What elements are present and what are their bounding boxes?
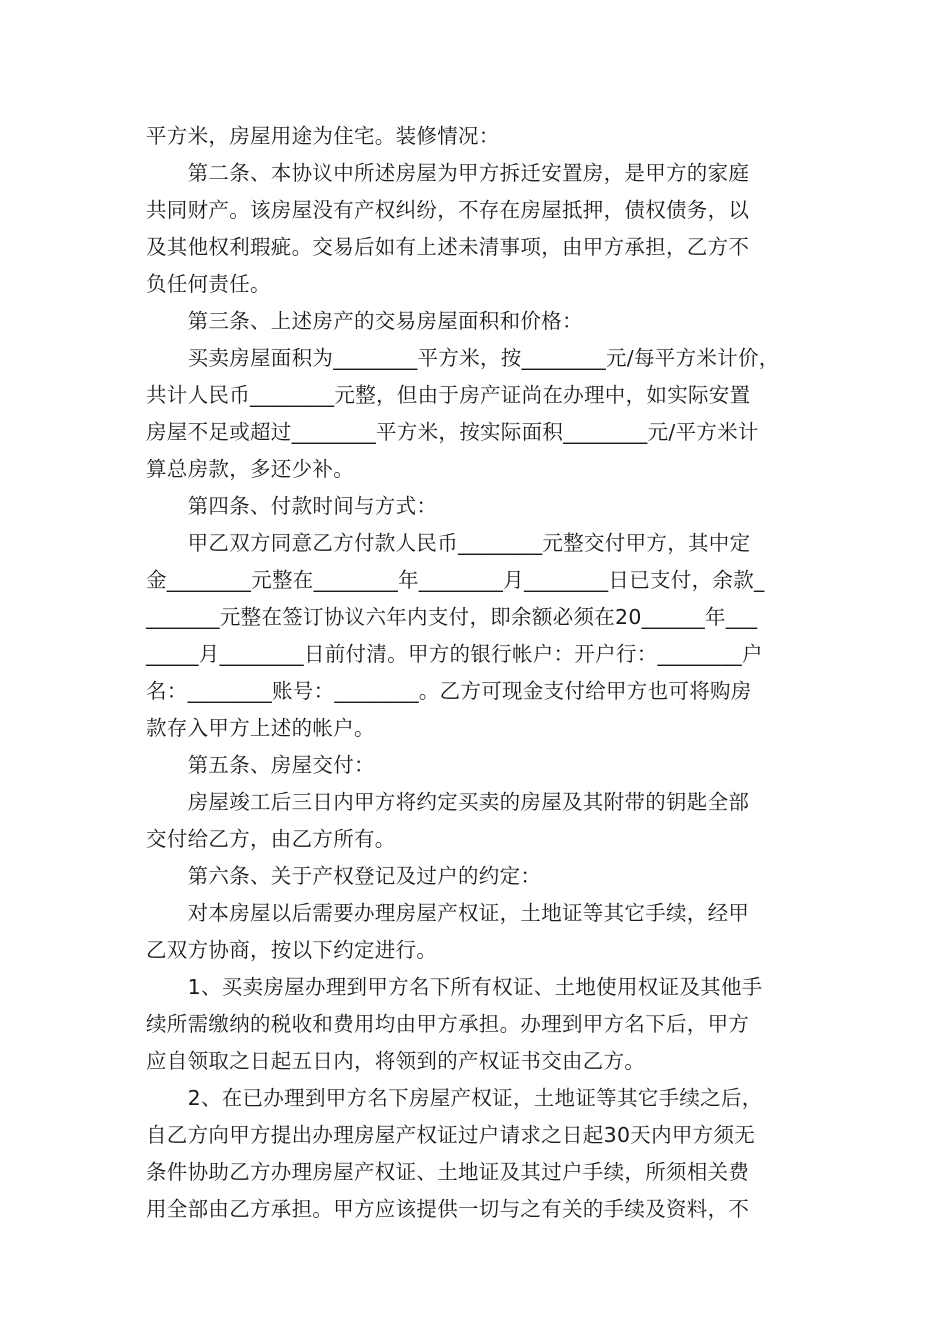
- text-line: _______元整在签订协议六年内支付，即余额必须在20______年___: [146, 605, 758, 629]
- text-line: 款存入甲方上述的帐户。: [146, 716, 375, 740]
- text-line: 金________元整在________年________月________日已支付，余款_: [146, 568, 765, 592]
- text-line: 买卖房屋面积为________平方米，按________元/每平方米计价，: [146, 346, 780, 370]
- text-line: 及其他权利瑕疵。交易后如有上述未清事项，由甲方承担，乙方不: [146, 235, 750, 259]
- text-line: 第四条、付款时间与方式：: [146, 494, 438, 518]
- text-line: 应自领取之日起五日内，将领到的产权证书交由乙方。: [146, 1049, 646, 1073]
- text-line: 共同财产。该房屋没有产权纠纷，不存在房屋抵押，债权债务，以: [146, 198, 750, 222]
- text-line: 第六条、关于产权登记及过户的约定：: [146, 864, 542, 888]
- text-line: 1、买卖房屋办理到甲方名下所有权证、土地使用权证及其他手: [146, 975, 763, 999]
- contract-body-text: [146, 118, 808, 1228]
- text-line: 续所需缴纳的税收和费用均由甲方承担。办理到甲方名下后，甲方: [146, 1012, 750, 1036]
- text-line: 共计人民币________元整，但由于房产证尚在办理中，如实际安置: [146, 383, 751, 407]
- text-line: 甲乙双方同意乙方付款人民币________元整交付甲方，其中定: [146, 531, 751, 555]
- text-line: 名：________账号：________。乙方可现金支付给甲方也可将购房: [146, 679, 752, 703]
- text-line: 条件协助乙方办理房屋产权证、土地证及其过户手续，所须相关费: [146, 1160, 750, 1184]
- text-line: 自乙方向甲方提出办理房屋产权证过户请求之日起30天内甲方须无: [146, 1123, 756, 1147]
- text-line: 负任何责任。: [146, 272, 271, 296]
- text-line: 用全部由乙方承担。甲方应该提供一切与之有关的手续及资料，不: [146, 1197, 750, 1221]
- text-line: 房屋竣工后三日内甲方将约定买卖的房屋及其附带的钥匙全部: [146, 790, 750, 814]
- text-line: 乙双方协商，按以下约定进行。: [146, 938, 438, 962]
- text-line: 平方米，房屋用途为住宅。装修情况：: [146, 124, 500, 148]
- text-line: 第五条、房屋交付：: [146, 753, 375, 777]
- text-line: 第二条、本协议中所述房屋为甲方拆迁安置房，是甲方的家庭: [146, 161, 750, 185]
- text-line: 房屋不足或超过________平方米，按实际面积________元/平方米计: [146, 420, 759, 444]
- text-line: 交付给乙方，由乙方所有。: [146, 827, 396, 851]
- text-line: 算总房款，多还少补。: [146, 457, 354, 481]
- text-line: 2、在已办理到甲方名下房屋产权证，土地证等其它手续之后，: [146, 1086, 763, 1110]
- text-line: 第三条、上述房产的交易房屋面积和价格：: [146, 309, 583, 333]
- text-line: 对本房屋以后需要办理房屋产权证，土地证等其它手续，经甲: [146, 901, 750, 925]
- text-line: _____月________日前付清。甲方的银行帐户：开户行：________户: [146, 642, 763, 666]
